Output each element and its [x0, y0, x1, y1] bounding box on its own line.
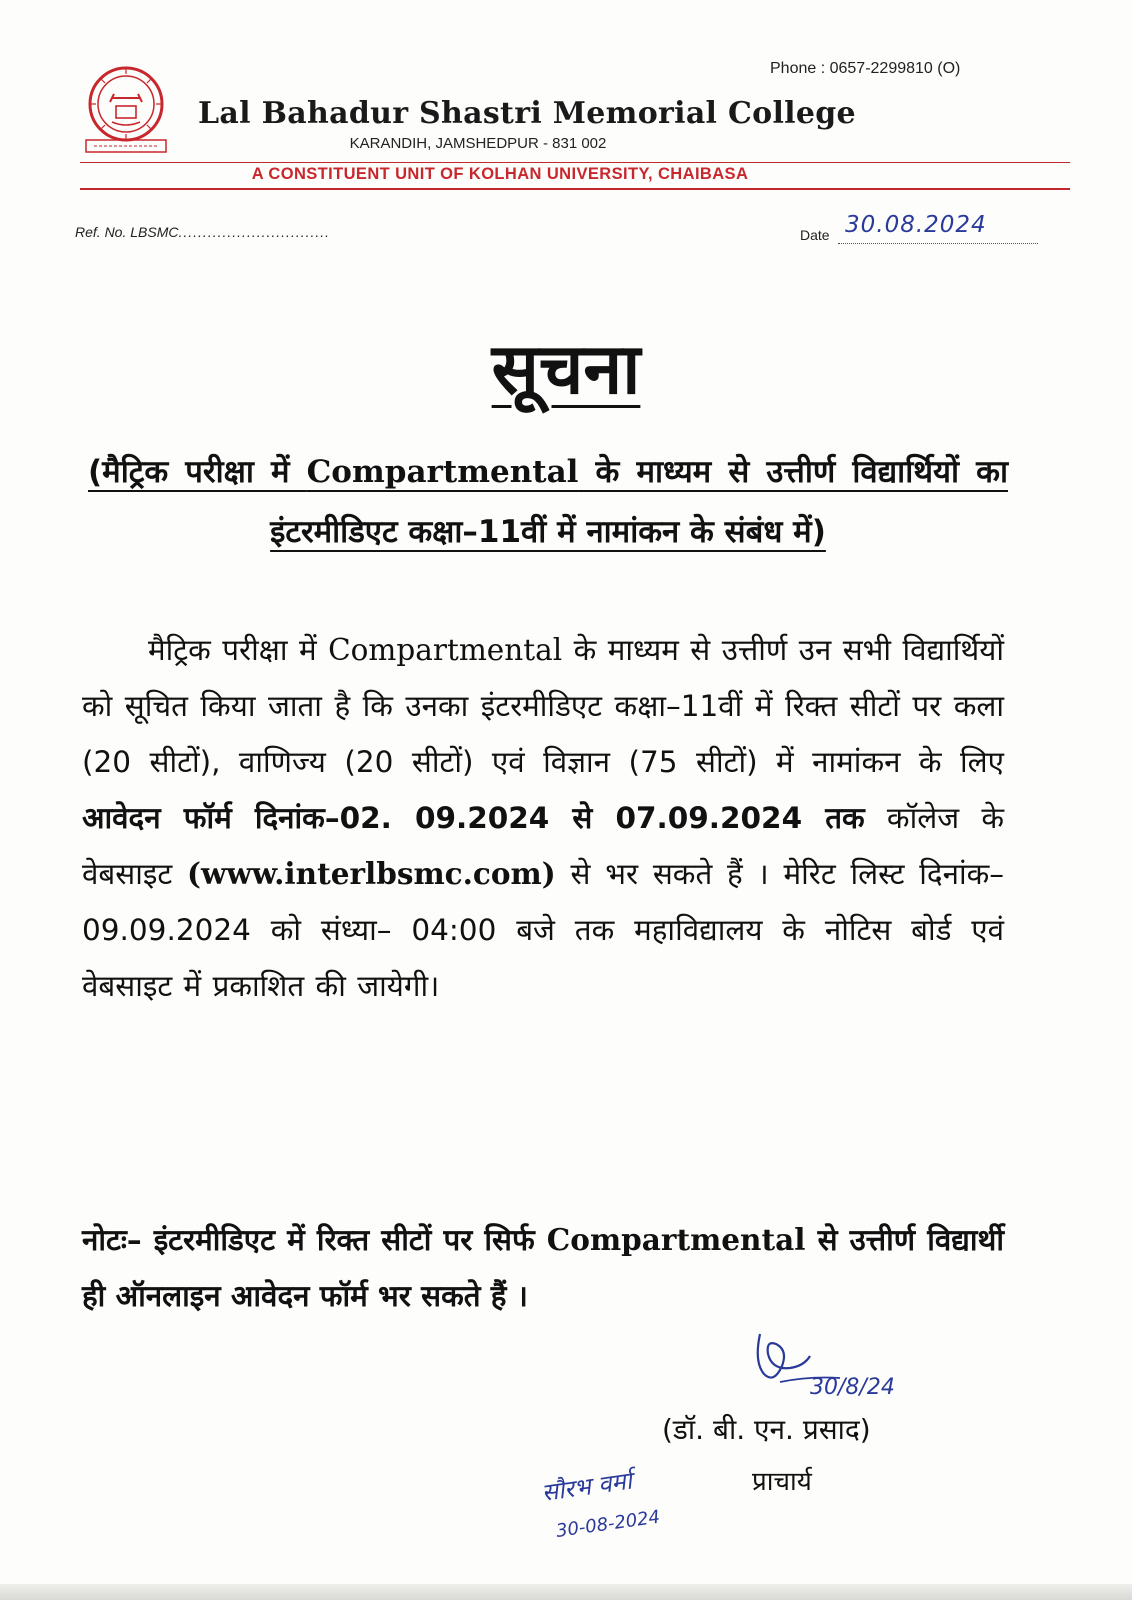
- notice-body: [82, 622, 1004, 1014]
- subject-part-2: के माध्यम से उत्तीर्ण विद्यार्थियों का इंटरमीडिएट कक्षा–11वीं में नामांकन के संबंध में): [270, 454, 1008, 550]
- signature-date: 30/8/24: [810, 1375, 895, 1400]
- body-part-1: मैट्रिक परीक्षा में: [148, 633, 329, 667]
- note-part-2: से उत्तीर्ण विद्यार्थी ही ऑनलाइन आवेदन फॉर्म भर सकते हैं ।: [82, 1223, 1004, 1313]
- principal-signature: [740, 1322, 920, 1412]
- subject-part-1: (मैट्रिक परीक्षा में: [88, 454, 307, 490]
- handwritten-date: 30.08.2024: [845, 212, 987, 238]
- body-part-4: से भर सकते हैं । मेरिट लिस्ट दिनांक–09.09.2024 को संध्या– 04:00 बजे तक महाविद्यालय के नोटिस बोर्ड एवं वेबसाइट में प्रकाशित की जायेगी।: [82, 857, 1004, 1003]
- receipt-signature: [535, 1465, 705, 1555]
- note-latin: Compartmental: [546, 1222, 806, 1257]
- website-url: (www.interlbsmc.com): [186, 856, 556, 891]
- constituent-unit-line: A CONSTITUENT UNIT OF KOLHAN UNIVERSITY, CHAIBASA: [251, 165, 749, 183]
- header-rule-bottom: [80, 188, 1070, 190]
- body-part-2: के माध्यम से उत्तीर्ण उन सभी विद्यार्थियों को सूचित किया जाता है कि उनका इंटरमीडिएट कक्षा–11वीं में रिक्त सीटों पर कला (20 सीटों), वाणिज्य (20 सीटों) एवं विज्ञान (75 सीटों) में नामांकन के लिए: [82, 633, 1004, 779]
- notice-note: [82, 1212, 1004, 1324]
- reference-number: [75, 224, 330, 240]
- subject-latin: Compartmental: [306, 454, 579, 490]
- date-dotted-line: [838, 243, 1038, 244]
- principal-name: (डॉ. बी. एन. प्रसाद): [662, 1413, 871, 1446]
- college-name: Lal Bahadur Shastri Memorial College: [198, 96, 856, 131]
- application-dates: आवेदन फॉर्म दिनांक–02. 09.2024 से 07.09.2024 तक: [82, 801, 865, 835]
- body-latin: Compartmental: [328, 633, 563, 667]
- notice-subject: [88, 442, 1008, 562]
- ref-dots: ...............................: [178, 224, 331, 240]
- subject-text: [88, 454, 1008, 550]
- phone-number: Phone : 0657-2299810 (O): [770, 60, 961, 77]
- notice-title-text: सूचना: [491, 328, 641, 410]
- receipt-date: 30-08-2024: [554, 1506, 662, 1542]
- college-address: KARANDIH, JAMSHEDPUR - 831 002: [349, 135, 607, 152]
- notice-title: [0, 318, 1132, 414]
- scan-bottom-edge: [0, 1584, 1132, 1600]
- receipt-name: सौरभ वर्मा: [539, 1466, 634, 1507]
- ref-label: Ref. No. LBSMC: [75, 224, 179, 240]
- date-label: Date: [800, 227, 830, 243]
- body-part-3: कॉलेज के वेबसाइट: [82, 801, 1004, 891]
- principal-designation: प्राचार्य: [752, 1467, 812, 1497]
- header-rule-top: [80, 162, 1070, 163]
- college-logo-icon: [82, 64, 170, 156]
- note-part-1: नोटः– इंटरमीडिएट में रिक्त सीटों पर सिर्फ: [82, 1223, 547, 1257]
